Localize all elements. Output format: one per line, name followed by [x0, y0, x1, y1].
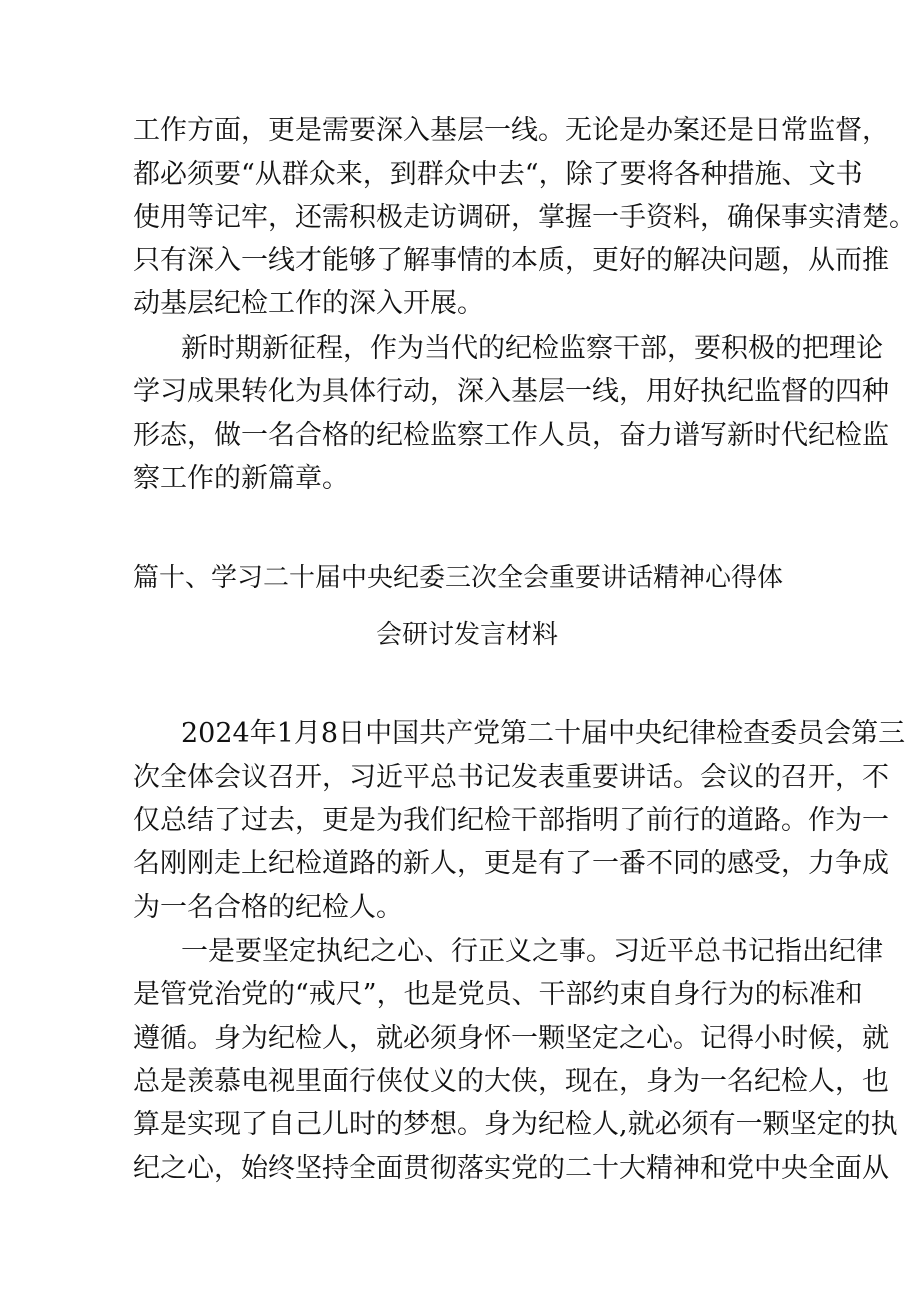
paragraph-line: 一是要坚定执纪之心、行正义之事。习近平总书记指出纪律 [181, 936, 883, 967]
paragraph-line: 只有深入一线才能够了解事情的本质，更好的解决问题，从而推 [133, 245, 889, 276]
paragraph-line: 动基层纪检工作的深入开展。 [133, 288, 484, 319]
paragraph-line: 纪之心，始终坚持全面贯彻落实党的二十大精神和党中央全面从 [133, 1153, 889, 1184]
paragraph-line: 是管党治党的“戒尺”，也是党员、干部约束自身行为的标准和 [133, 979, 863, 1010]
paragraph-line: 仅总结了过去，更是为我们纪检干部指明了前行的道路。作为一 [133, 805, 889, 836]
paragraph-line: 遵循。身为纪检人，就必须身怀一颗坚定之心。记得小时候，就 [133, 1023, 889, 1054]
section-heading-line-1: 篇十、学习二十届中央纪委三次全会重要讲话精神心得体 [133, 563, 784, 593]
section-heading-line-2: 会研讨发言材料 [376, 620, 559, 650]
paragraph-line: 总是羡慕电视里面行侠仗义的大侠，现在，身为一名纪检人，也 [133, 1066, 889, 1097]
paragraph-line: 形态，做一名合格的纪检监察工作人员，奋力谱写新时代纪检监 [133, 420, 889, 451]
paragraph-line: 算是实现了自己儿时的梦想。身为纪检人,就必须有一颗坚定的执 [133, 1109, 898, 1140]
paragraph-line: 次全体会议召开，习近平总书记发表重要讲话。会议的召开，不 [133, 762, 889, 793]
paragraph-line: 名刚刚走上纪检道路的新人，更是有了一番不同的感受，力争成 [133, 848, 889, 879]
paragraph-line: 2024年1月8日中国共产党第二十届中央纪律检查委员会第三 [181, 718, 906, 749]
paragraph-line: 学习成果转化为具体行动，深入基层一线，用好执纪监督的四种 [133, 376, 889, 407]
paragraph-line: 都必须要“从群众来，到群众中去“，除了要将各种措施、文书 [133, 159, 863, 190]
paragraph-line: 新时期新征程，作为当代的纪检监察干部，要积极的把理论 [181, 333, 883, 364]
paragraph-line: 察工作的新篇章。 [133, 463, 349, 494]
paragraph-line: 工作方面，更是需要深入基层一线。无论是办案还是日常监督， [133, 115, 889, 146]
paragraph-line: 使用等记牢，还需积极走访调研，掌握一手资料，确保事实清楚。 [133, 202, 916, 233]
paragraph-line: 为一名合格的纪检人。 [133, 892, 403, 923]
